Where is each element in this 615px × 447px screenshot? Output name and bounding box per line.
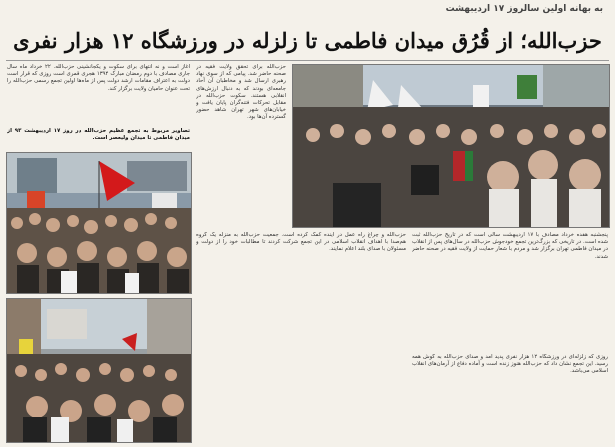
headline: حزب‌الله؛ از قُرُق میدان فاطمی تا زلزله در ورزشگاه ۱۲ هزار نفری bbox=[13, 28, 602, 53]
left-column-intro: آغاز است و نه انتهای برای سکوت و یکجانشینی حزب‌الله. ۲۲ خرداد ماه سال جاری مصادف با دوم رمضان مبارک ۱۳۹۴ هجری قمری است روزی که قرار است دولت به اعتراف مقامات ارشد دولت پس از ماه‌ها اولین تجمع رسمی حزب‌الله را تحت عنوان حامیان ولایت برگزار کند. bbox=[7, 64, 190, 92]
crowd-photo-main bbox=[292, 64, 610, 228]
middle-column-text: حزب‌الله برای تحقق ولایت فقیه در صحنه حاضر شد. پیامی که از سوی نهاد رهبری ارسال شد و مخاطبان آن آحاد جامعه‌ای بودند که به دنبال ارزش‌های انقلابی هستند. سکوت حزب‌الله در مقابل تحرکات فتنه‌گران پایان یافت و خیابان‌های شهر تهران شاهد حضور گسترده آن‌ها بود. bbox=[196, 64, 286, 121]
left-column-caption: تصاویر مربوط به تجمع عظیم حزب‌الله در روز ۱۷ اردیبهشت ۹۳ از میدان فاطمی تا میدان ولیعصر است. bbox=[7, 128, 190, 142]
kicker: به بهانه اولین سالروز ۱۷ اردیبهشت bbox=[445, 4, 603, 14]
lower-right-paragraph-2: روزی که زلزله‌ای در ورزشگاه ۱۲ هزار نفری پدید آمد و صدای حزب‌الله به گوش همه رسید. این تجمع نشان داد که حزب‌الله هنوز زنده است و آماده دفاع از آرمان‌های انقلاب اسلامی می‌باشد. bbox=[412, 354, 608, 375]
crowd-photo-left-bottom bbox=[6, 298, 192, 443]
lower-right-paragraph-1: پنجشنبه هفده خرداد مصادف با ۱۷ اردیبهشت سالی است که در تاریخ حزب‌الله ثبت شده است. در تاریخی که بزرگ‌ترین تجمع خودجوش حزب‌الله در سال‌های پس از انقلاب در میدان فاطمی تهران برگزار شد و مردم با شعار حمایت از ولایت فقیه در صحنه حاضر شدند. bbox=[412, 232, 608, 260]
headline-rule bbox=[6, 60, 609, 61]
crowd-photo-left-top bbox=[6, 152, 192, 294]
lower-middle-text: حزب‌الله و چراغ راه عمل در آینده کمک کرده است. جمعیت حزب‌الله به منزله یک گروه هم‌صدا با اهداف انقلاب اسلامی در این تجمع شرکت کردند تا مطالبات خود را از دولت و مسئولان با صدای بلند اعلام نمایند. bbox=[196, 232, 406, 253]
